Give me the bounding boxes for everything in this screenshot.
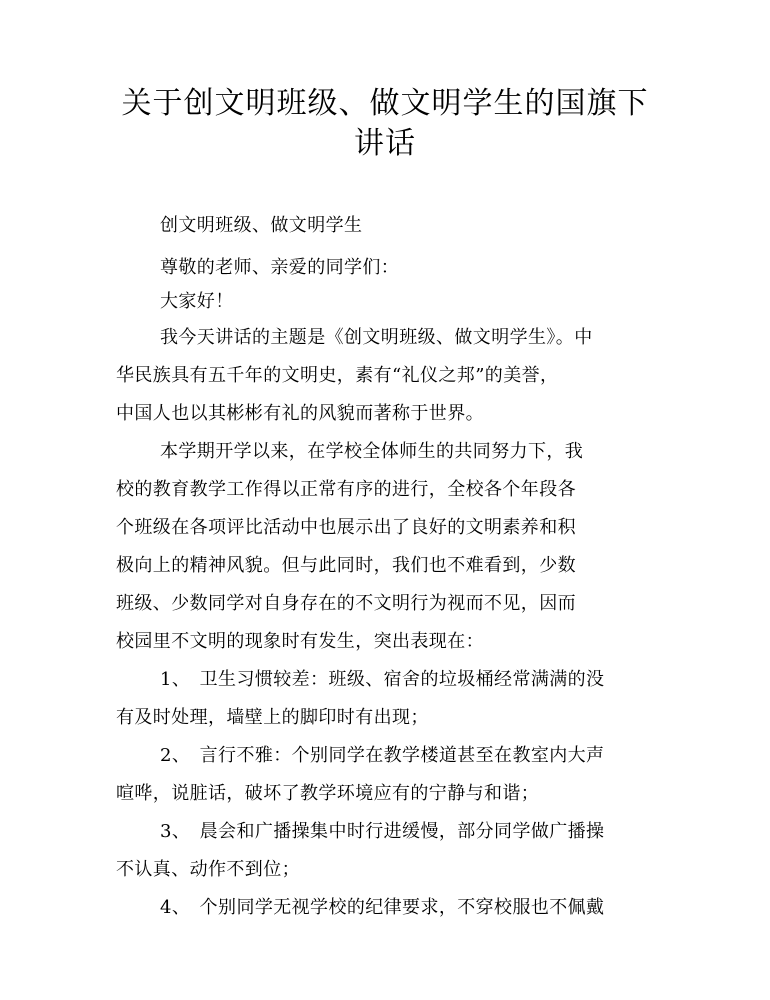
document-title [100,84,670,164]
paragraph-2-line-3: 个班级在各项评比活动中也展示出了良好的文明素养和积 [116,517,576,538]
subtitle-line: 创文明班级、做文明学生 [160,215,363,236]
title-line-1: 关于创文明班级、做文明学生的国旗下 [121,86,649,121]
greeting-line: 大家好！ [160,291,234,312]
list-item-3-line-2: 不认真、动作不到位； [116,859,300,880]
paragraph-2-line-6: 校园里不文明的现象时有发生，突出表现在： [116,631,484,652]
list-item-2-line-2: 喧哗，说脏话，破坏了教学环境应有的宁静与和谐； [116,783,540,804]
list-item-4-line-1: 4、 个别同学无视学校的纪律要求，不穿校服也不佩戴 [160,897,605,918]
title-line-2: 讲话 [354,126,416,161]
paragraph-1-line-1: 我今天讲话的主题是《创文明班级、做文明学生》。中 [160,327,593,348]
paragraph-1-line-2: 华民族具有五千年的文明史，素有“礼仪之邦”的美誉， [116,365,559,386]
list-item-1-line-1: 1、 卫生习惯较差：班级、宿舍的垃圾桶经常满满的没 [160,669,605,690]
list-item-1-line-2: 有及时处理，墙壁上的脚印时有出现； [116,707,429,728]
paragraph-2-line-2: 校的教育教学工作得以正常有序的进行，全校各个年段各 [116,479,576,500]
list-item-2-line-1: 2、 言行不雅：个别同学在教学楼道甚至在教室内大声 [160,745,605,766]
salutation-line: 尊敬的老师、亲爱的同学们： [160,257,400,278]
paragraph-2-line-4: 极向上的精神风貌。但与此同时，我们也不难看到，少数 [116,555,576,576]
paragraph-1-line-3: 中国人也以其彬彬有礼的风貌而著称于世界。 [116,403,484,424]
paragraph-2-line-5: 班级、少数同学对自身存在的不文明行为视而不见，因而 [116,593,576,614]
list-item-3-line-1: 3、 晨会和广播操集中时行进缓慢，部分同学做广播操 [160,821,605,842]
paragraph-2-line-1: 本学期开学以来，在学校全体师生的共同努力下，我 [160,441,584,462]
